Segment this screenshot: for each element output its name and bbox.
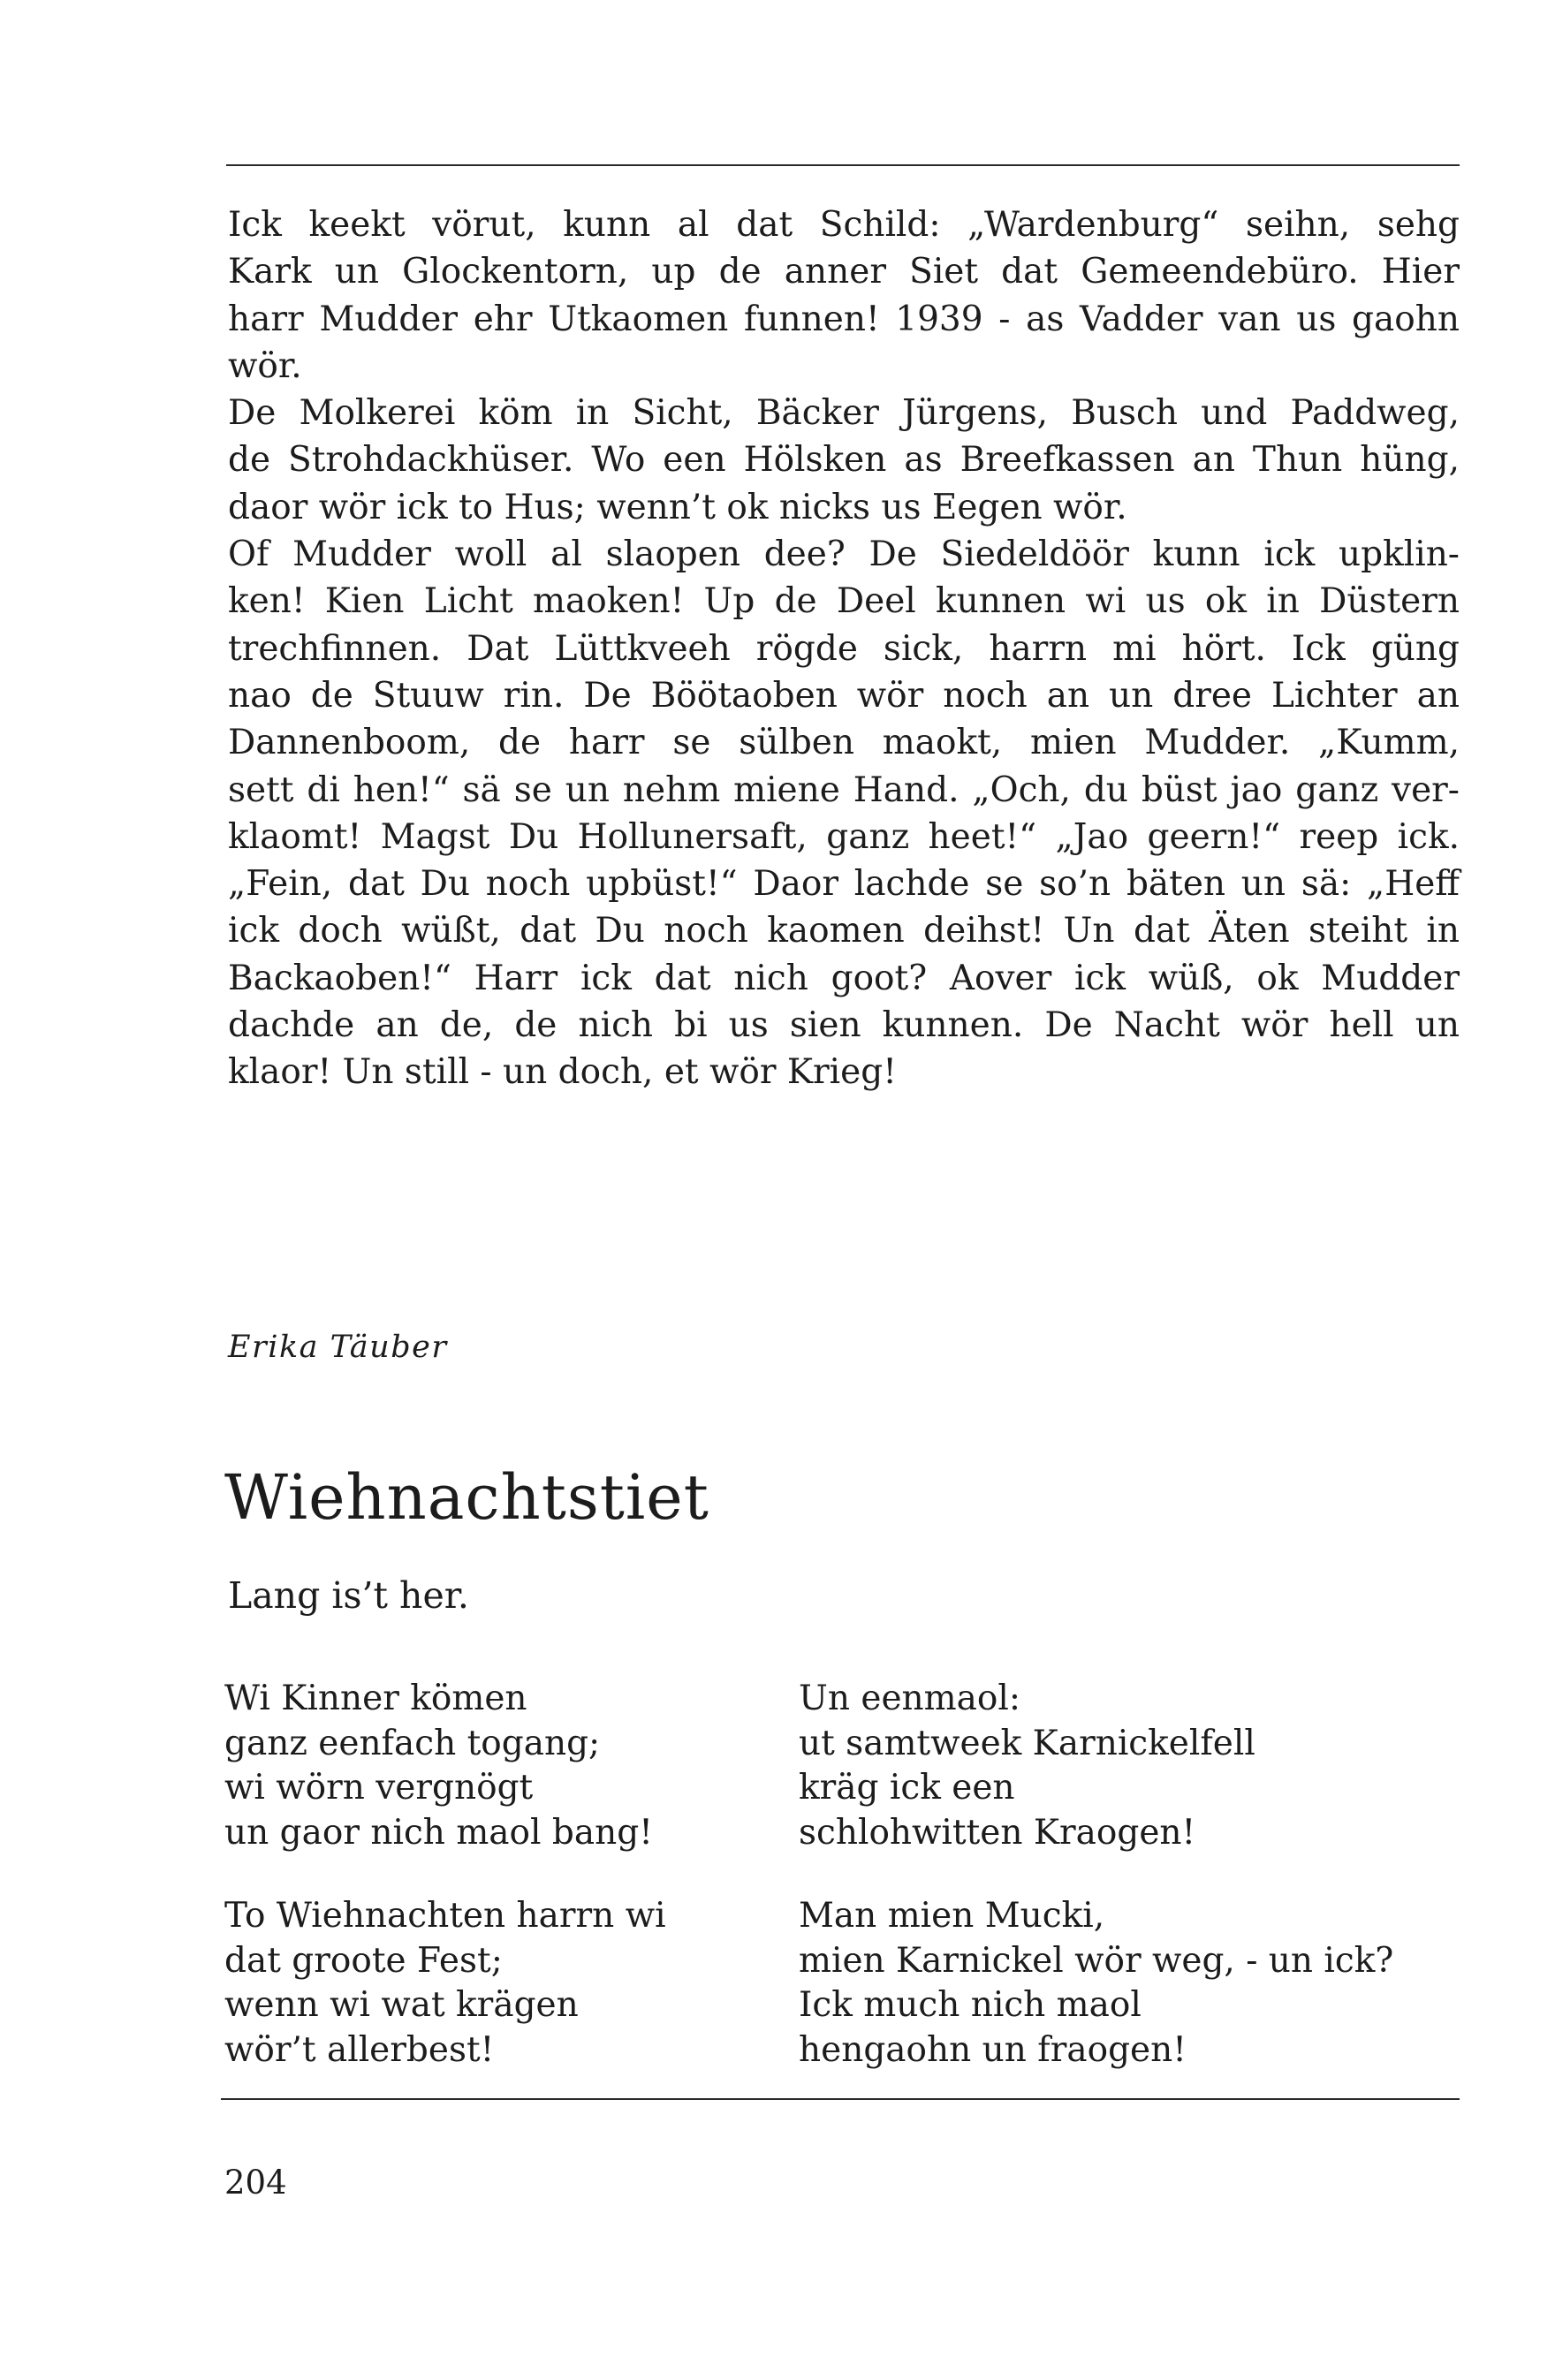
prose-line: Dannenboom, de harr se sülben maokt, mien Mudder. „Kumm,: [228, 723, 1460, 763]
poem-stanza: [799, 1894, 1394, 2073]
poem-line: Ick much nich maol: [799, 1985, 1142, 2025]
prose-line: nao de Stuuw rin. De Böötaoben wör noch an un dree Lichter an: [228, 675, 1460, 716]
prose-line: „Fein, dat Du noch upbüst!“ Daor lachde se so’n bäten un sä: „Heff: [228, 864, 1460, 905]
prose-line: Kark un Glockentorn, up de anner Siet dat Gemeendebüro. Hier: [228, 252, 1460, 292]
poem-line: hengaohn un fraogen!: [799, 2029, 1187, 2070]
poem-line: To Wiehnachten harrn wi: [224, 1896, 666, 1936]
poem-subtitle: Lang is’t her.: [228, 1574, 469, 1617]
poem-line: Man mien Mucki,: [799, 1896, 1105, 1936]
poem-line: ganz eenfach togang;: [224, 1723, 601, 1763]
prose-line: De Molkerei köm in Sicht, Bäcker Jürgens, Busch und Paddweg,: [228, 393, 1460, 434]
prose-line: ick doch wüßt, dat Du noch kaomen deihst! Un dat Äten steiht in: [228, 911, 1460, 951]
page-number: 204: [224, 2164, 287, 2202]
prose-line: trechfinnen. Dat Lüttkveeh rögde sick, harrn mi hört. Ick güng: [228, 628, 1460, 669]
poem-line: dat groote Fest;: [224, 1940, 503, 1981]
poem-line: ut samtweek Karnickelfell: [799, 1723, 1255, 1763]
poem-stanza: [224, 1894, 790, 2073]
prose-line: ken! Kien Licht maoken! Up de Deel kunnen wi us ok in Düstern: [228, 581, 1460, 622]
poem-line: kräg ick een: [799, 1768, 1015, 1808]
prose-line: Ick keekt vörut, kunn al dat Schild: „Wardenburg“ seihn, sehg: [228, 205, 1460, 245]
poem-line: un gaor nich maol bang!: [224, 1812, 653, 1853]
poem-line: schlohwitten Kraogen!: [799, 1812, 1196, 1853]
poem-line: Un eenmaol:: [799, 1679, 1020, 1718]
prose-line: klaor! Un still - un doch, et wör Krieg!: [228, 1052, 897, 1093]
poem-stanza: [224, 1677, 790, 1855]
prose-line: wör.: [228, 345, 302, 386]
poem-line: wi wörn vergnögt: [224, 1768, 534, 1808]
prose-line: Backaoben!“ Harr ick dat nich goot? Aover ick wüß, ok Mudder: [228, 958, 1460, 998]
prose-line: de Strohdackhüser. Wo een Hölsken as Breefkassen an Thun hüng,: [228, 440, 1460, 481]
poem-stanza: [799, 1677, 1364, 1855]
top-rule: [226, 164, 1460, 166]
prose-line: klaomt! Magst Du Hollunersaft, ganz heet!“ „Jao geern!“ reep ick.: [228, 816, 1460, 857]
prose-line: daor wör ick to Hus; wenn’t ok nicks us Eegen wör.: [228, 487, 1127, 527]
poem-title: Wiehnachtstiet: [224, 1461, 709, 1534]
prose-line: Of Mudder woll al slaopen dee? De Siedeldöör kunn ick upklin-: [228, 534, 1460, 575]
prose-line: sett di hen!“ sä se un nehm miene Hand. „Och, du büst jao ganz ver-: [228, 769, 1460, 810]
poem-line: mien Karnickel wör weg, - un ick?: [799, 1940, 1394, 1981]
poem-column-left: [224, 1677, 790, 2111]
prose-line: harr Mudder ehr Utkaomen funnen! 1939 - as Vadder van us gaohn: [228, 299, 1460, 339]
poem-line: wör’t allerbest!: [224, 2029, 495, 2070]
poem-line: Wi Kinner kömen: [224, 1679, 527, 1718]
poem-line: wenn wi wat krägen: [224, 1985, 579, 2025]
author-name: Erika Täuber: [228, 1330, 448, 1365]
bottom-rule: [221, 2098, 1460, 2100]
prose-block: [228, 201, 1460, 1096]
poem-column-right: [799, 1677, 1394, 2111]
prose-line: dachde an de, de nich bi us sien kunnen. De Nacht wör hell un: [228, 1005, 1460, 1046]
